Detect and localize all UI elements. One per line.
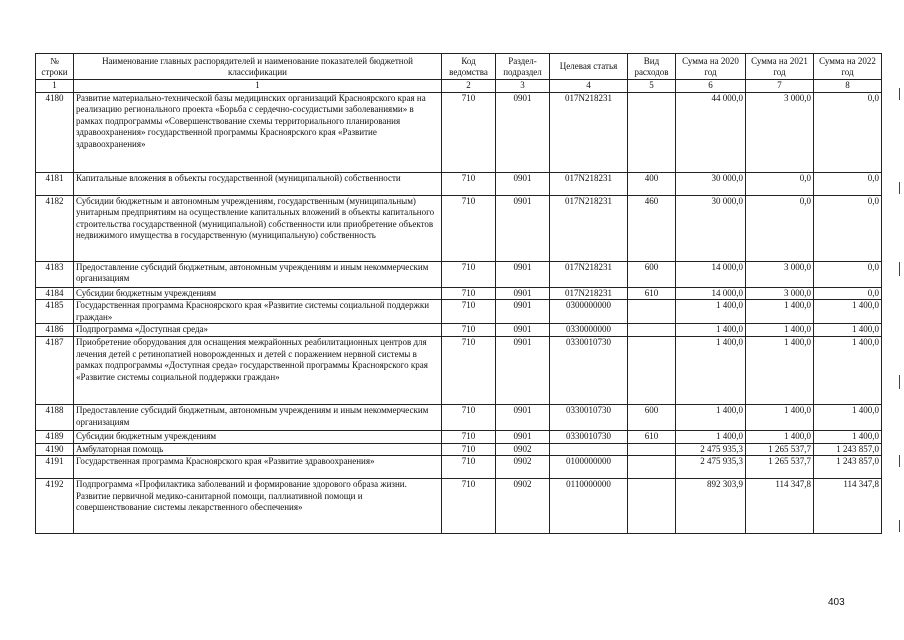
- row-name: Субсидии бюджетным учреждениям: [74, 430, 442, 443]
- sum-2020: 1 400,0: [676, 300, 746, 324]
- section-code: 0902: [496, 479, 550, 534]
- sum-2021: 3 000,0: [746, 92, 814, 172]
- sum-2021: 114 347,8: [746, 479, 814, 534]
- expense-type: [628, 300, 676, 324]
- section-code: 0901: [496, 261, 550, 287]
- table-row: [36, 287, 882, 300]
- table-row: [36, 404, 882, 430]
- section-code: 0901: [496, 300, 550, 324]
- header-target: Целевая статья: [550, 54, 628, 80]
- edge-mark: [899, 88, 900, 100]
- row-name: Предоставление субсидий бюджетным, автономным учреждениям и иным некоммерческим организациям: [74, 404, 442, 430]
- column-number: 4: [550, 80, 628, 93]
- table-row: [36, 336, 882, 404]
- expense-type: [628, 324, 676, 337]
- dept-code: 710: [442, 324, 496, 337]
- table-row: [36, 195, 882, 261]
- dept-code: 710: [442, 195, 496, 261]
- dept-code: 710: [442, 261, 496, 287]
- target-code: 0110000000: [550, 479, 628, 534]
- edge-mark: [899, 262, 900, 276]
- header-name: Наименование главных распорядителей и наименование показателей бюджетной классификации: [74, 54, 442, 80]
- row-name: Подпрограмма «Доступная среда»: [74, 324, 442, 337]
- column-number-row: [36, 80, 882, 93]
- sum-2022: 1 400,0: [814, 404, 882, 430]
- header-sum-2020: Сумма на 2020 год: [676, 54, 746, 80]
- sum-2021: 1 265 537,7: [746, 456, 814, 479]
- edge-mark: [899, 375, 900, 389]
- target-code: 0330000000: [550, 324, 628, 337]
- sum-2022: 1 400,0: [814, 336, 882, 404]
- target-code: 017N218231: [550, 92, 628, 172]
- expense-type: 610: [628, 287, 676, 300]
- section-code: 0901: [496, 430, 550, 443]
- sum-2021: 0,0: [746, 172, 814, 195]
- section-code: 0902: [496, 443, 550, 456]
- row-number: 4184: [36, 287, 74, 300]
- sum-2020: 44 000,0: [676, 92, 746, 172]
- sum-2020: 30 000,0: [676, 172, 746, 195]
- expense-type: [628, 456, 676, 479]
- dept-code: 710: [442, 336, 496, 404]
- sum-2022: 0,0: [814, 92, 882, 172]
- target-code: 0330010730: [550, 430, 628, 443]
- expense-type: [628, 443, 676, 456]
- sum-2020: 2 475 935,3: [676, 456, 746, 479]
- budget-table: [35, 53, 882, 534]
- row-number: 4191: [36, 456, 74, 479]
- column-number: 1: [36, 80, 74, 93]
- edge-mark: [899, 182, 900, 194]
- row-name: Развитие материально-технической базы медицинских организаций Красноярского края на реализацию регионального проекта «Борьба с сердечно-сосудистыми заболеваниями» в рамках подпрограммы «Совершенствование схемы территориального планирования здравоохранения» государственной программы Красноярского края «Развитие здравоохранения»: [74, 92, 442, 172]
- sum-2021: 1 400,0: [746, 324, 814, 337]
- column-number: 2: [442, 80, 496, 93]
- page-number: 403: [828, 597, 845, 608]
- sum-2022: 0,0: [814, 287, 882, 300]
- dept-code: 710: [442, 456, 496, 479]
- section-code: 0901: [496, 404, 550, 430]
- column-number: 1: [74, 80, 442, 93]
- column-number: 5: [628, 80, 676, 93]
- dept-code: 710: [442, 443, 496, 456]
- dept-code: 710: [442, 172, 496, 195]
- row-number: 4186: [36, 324, 74, 337]
- sum-2020: 30 000,0: [676, 195, 746, 261]
- sum-2020: 1 400,0: [676, 404, 746, 430]
- sum-2021: 1 400,0: [746, 430, 814, 443]
- expense-type: 600: [628, 404, 676, 430]
- dept-code: 710: [442, 479, 496, 534]
- sum-2020: 1 400,0: [676, 336, 746, 404]
- target-code: 017N218231: [550, 195, 628, 261]
- edge-mark: [899, 520, 900, 532]
- dept-code: 710: [442, 92, 496, 172]
- sum-2022: 1 243 857,0: [814, 456, 882, 479]
- row-number: 4192: [36, 479, 74, 534]
- header-section: Раздел-подраздел: [496, 54, 550, 80]
- table-row: [36, 443, 882, 456]
- target-code: 017N218231: [550, 172, 628, 195]
- row-name: Государственная программа Красноярского края «Развитие здравоохранения»: [74, 456, 442, 479]
- target-code: 0330010730: [550, 336, 628, 404]
- row-name: Предоставление субсидий бюджетным, автономным учреждениям и иным некоммерческим организациям: [74, 261, 442, 287]
- table-row: [36, 430, 882, 443]
- expense-type: [628, 336, 676, 404]
- sum-2020: 1 400,0: [676, 324, 746, 337]
- table-row: [36, 92, 882, 172]
- dept-code: 710: [442, 287, 496, 300]
- column-number: 6: [676, 80, 746, 93]
- sum-2021: 3 000,0: [746, 287, 814, 300]
- sum-2022: 0,0: [814, 261, 882, 287]
- column-number: 3: [496, 80, 550, 93]
- dept-code: 710: [442, 430, 496, 443]
- dept-code: 710: [442, 300, 496, 324]
- table-row: [36, 261, 882, 287]
- column-number: 8: [814, 80, 882, 93]
- expense-type: [628, 92, 676, 172]
- row-number: 4190: [36, 443, 74, 456]
- section-code: 0901: [496, 195, 550, 261]
- table-row: [36, 324, 882, 337]
- target-code: 017N218231: [550, 287, 628, 300]
- row-name: Амбулаторная помощь: [74, 443, 442, 456]
- header-sum-2022: Сумма на 2022 год: [814, 54, 882, 80]
- section-code: 0901: [496, 92, 550, 172]
- sum-2021: 1 400,0: [746, 300, 814, 324]
- sum-2021: 0,0: [746, 195, 814, 261]
- sum-2022: 0,0: [814, 172, 882, 195]
- row-name: Капитальные вложения в объекты государственной (муниципальной) собственности: [74, 172, 442, 195]
- row-name: Приобретение оборудования для оснащения межрайонных реабилитационных центров для лечения детей с ретинопатией новорожденных и детей с поражением нервной системы в рамках подпрограммы «Доступная среда» государственной программы Красноярского края «Развитие системы социальной поддержки граждан»: [74, 336, 442, 404]
- table-row: [36, 300, 882, 324]
- sum-2022: 1 400,0: [814, 300, 882, 324]
- sum-2021: 3 000,0: [746, 261, 814, 287]
- row-name: Субсидии бюджетным и автономным учреждениям, государственным (муниципальным) унитарным предприятиям на осуществление капитальных вложений в объекты капитального строительства государственной (муниципальной) собственности или приобретение объектов недвижимого имущества в государственную (муниципальную) собственность: [74, 195, 442, 261]
- sum-2022: 1 243 857,0: [814, 443, 882, 456]
- target-code: [550, 443, 628, 456]
- row-name: Субсидии бюджетным учреждениям: [74, 287, 442, 300]
- header-row: [36, 54, 882, 80]
- sum-2022: 0,0: [814, 195, 882, 261]
- header-expense-type: Вид расходов: [628, 54, 676, 80]
- target-code: 0330010730: [550, 404, 628, 430]
- row-number: 4189: [36, 430, 74, 443]
- dept-code: 710: [442, 404, 496, 430]
- edge-mark: [899, 455, 900, 467]
- sum-2020: 2 475 935,3: [676, 443, 746, 456]
- table-row: [36, 172, 882, 195]
- table-row: [36, 456, 882, 479]
- row-number: 4181: [36, 172, 74, 195]
- section-code: 0901: [496, 336, 550, 404]
- row-number: 4182: [36, 195, 74, 261]
- sum-2021: 1 400,0: [746, 404, 814, 430]
- expense-type: 610: [628, 430, 676, 443]
- expense-type: [628, 479, 676, 534]
- row-number: 4185: [36, 300, 74, 324]
- header-row-number: № строки: [36, 54, 74, 80]
- row-number: 4187: [36, 336, 74, 404]
- sum-2022: 1 400,0: [814, 430, 882, 443]
- section-code: 0901: [496, 172, 550, 195]
- expense-type: 400: [628, 172, 676, 195]
- sum-2021: 1 400,0: [746, 336, 814, 404]
- table-row: [36, 479, 882, 534]
- sum-2020: 14 000,0: [676, 287, 746, 300]
- section-code: 0901: [496, 324, 550, 337]
- column-number: 7: [746, 80, 814, 93]
- section-code: 0902: [496, 456, 550, 479]
- table-body: [36, 92, 882, 534]
- row-name: Подпрограмма «Профилактика заболеваний и формирование здорового образа жизни. Развитие первичной медико-санитарной помощи, паллиативной помощи и совершенствование системы лекарственного обеспечения»: [74, 479, 442, 534]
- sum-2022: 114 347,8: [814, 479, 882, 534]
- sum-2020: 1 400,0: [676, 430, 746, 443]
- target-code: 0300000000: [550, 300, 628, 324]
- header-sum-2021: Сумма на 2021 год: [746, 54, 814, 80]
- section-code: 0901: [496, 287, 550, 300]
- row-number: 4188: [36, 404, 74, 430]
- header-dept-code: Код ведомства: [442, 54, 496, 80]
- target-code: 0100000000: [550, 456, 628, 479]
- sum-2020: 14 000,0: [676, 261, 746, 287]
- sum-2022: 1 400,0: [814, 324, 882, 337]
- row-name: Государственная программа Красноярского края «Развитие системы социальной поддержки граждан»: [74, 300, 442, 324]
- sum-2021: 1 265 537,7: [746, 443, 814, 456]
- sum-2020: 892 303,9: [676, 479, 746, 534]
- target-code: 017N218231: [550, 261, 628, 287]
- expense-type: 600: [628, 261, 676, 287]
- row-number: 4180: [36, 92, 74, 172]
- row-number: 4183: [36, 261, 74, 287]
- expense-type: 460: [628, 195, 676, 261]
